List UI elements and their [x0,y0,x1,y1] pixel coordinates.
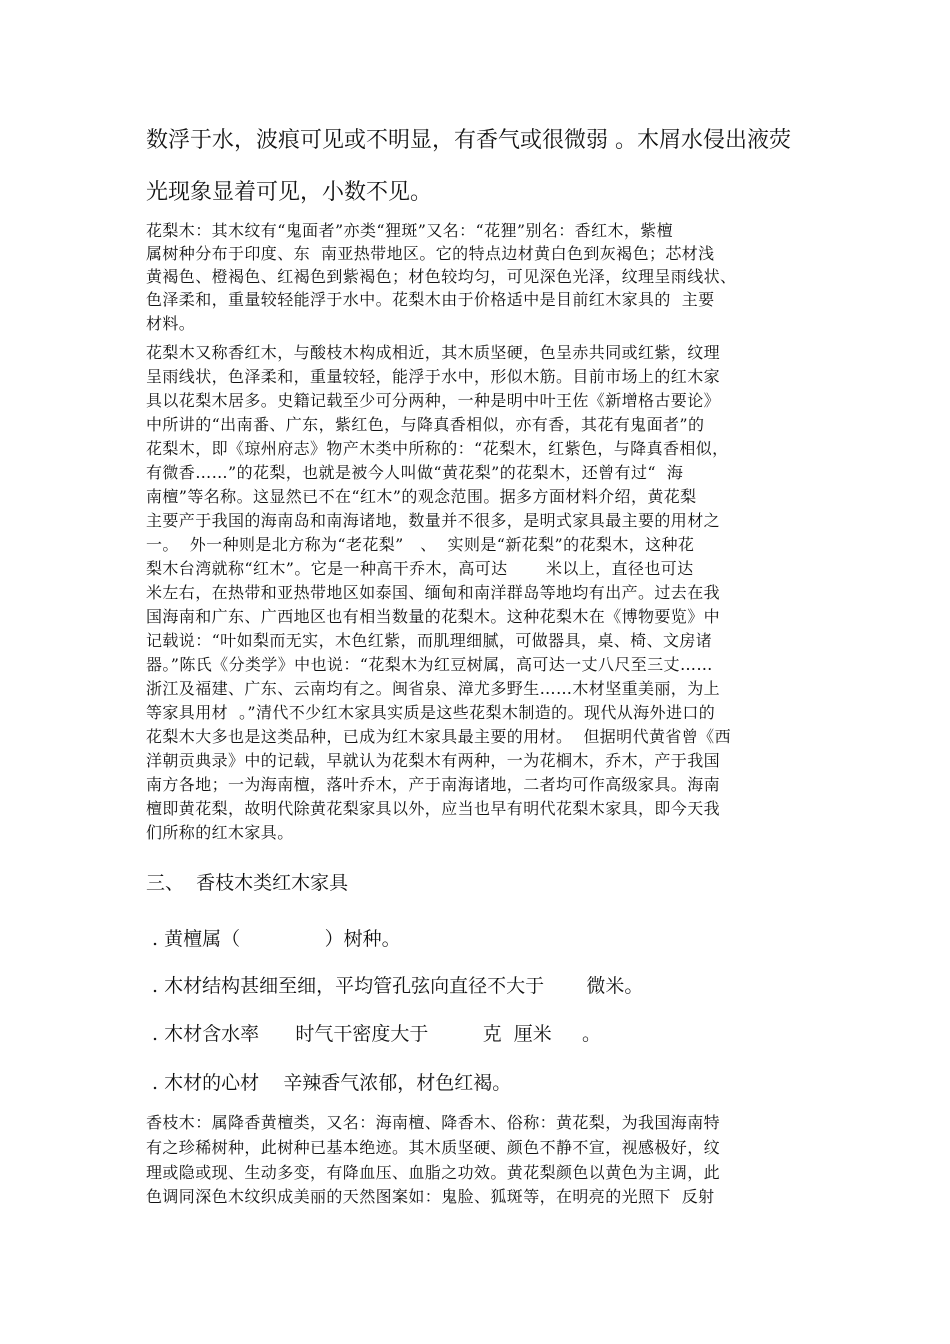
text-line: 香枝木：属降香黄檀类，又名：海南檀、降香木、俗称：黄花梨，为我国海南特 [146,1113,721,1132]
text-line: 国海南和广东、广西地区也有相当数量的花梨木。这种花梨木在《博物要览》中 [146,607,721,626]
text-line: 记载说：“叶如梨而无实，木色红紫，而肌理细腻，可做器具，桌、椅、文房诸 [146,631,713,650]
text-line: 主要产于我国的海南岛和南海诸地，数量并不很多，是明式家具最主要的用材之 [146,511,721,530]
text-line: 有之珍稀树种，此树种已基本绝迹。其木质坚硬、颜色不静不宣，视感极好，纹 [146,1138,721,1157]
text-line: 属树种分布于印度、东 南亚热带地区。它的特点边材黄白色到灰褐色；芯材浅 [146,244,715,263]
text-line: 们所称的红木家具。 [146,823,294,842]
text-line: 花梨木：其木纹有“鬼面者”亦类“狸斑”又名：“花狸”别名：香红木，紫檀 [146,221,674,240]
text-line: 器。”陈氏《分类学》中也说：“花梨木为红豆树属，高可达一丈八尺至三丈…… [146,655,713,674]
text-line: 洋朝贡典录》中的记载，早就认为花梨木有两种，一为花榈木，乔木，产于我国 [146,751,721,770]
intro-line-1: 数浮于水，波痕可见或不明显，有香气或很微弱 。木屑水侵出液荧 [146,128,791,153]
text-line: 黄褐色、橙褐色、红褐色到紫褐色；材色较均匀，可见深色光泽，纹理呈雨线状、 [146,267,737,286]
text-line: 檀即黄花梨，故明代除黄花梨家具以外，应当也早有明代花梨木家具，即今天我 [146,799,721,818]
list-item: . 木材含水率 时气干密度大于 克 厘米 。 [152,1023,601,1045]
text-line: 色泽柔和，重量较轻能浮于水中。花梨木由于价格适中是目前红木家具的 主要 [146,290,715,309]
text-line: 花梨木，即《琼州府志》物产木类中所称的：“花梨木，红紫色，与降真香相似， [146,439,729,458]
text-line: 呈雨线状，色泽柔和，重量较轻，能浮于水中，形似木筋。目前市场上的红木家 [146,367,721,386]
text-line: 具以花梨木居多。史籍记载至少可分两种，一种是明中叶王佐《新增格古要论》 [146,391,721,410]
text-line: 中所讲的“出南番、广东，紫红色，与降真香相似，亦有香，其花有鬼面者”的 [146,415,705,434]
text-line: 南方各地；一为海南檀，落叶乔木，产于南海诸地，二者均可作高级家具。海南 [146,775,721,794]
text-line: 梨木台湾就称“红木”。它是一种高干乔木，高可达 米以上，直径也可达 [146,559,694,578]
text-line: 材料。 [146,314,196,333]
text-line: 米左右，在热带和亚热带地区如泰国、缅甸和南洋群岛等地均有出产。过去在我 [146,583,721,602]
text-line: 一。 外一种则是北方称为“老花梨” 、 实则是“新花梨”的花梨木，这种花 [146,535,695,554]
section-heading: 三、 香枝木类红木家具 [146,872,349,894]
text-line: 南檀”等名称。这显然已不在“红木”的观念范围。据多方面材料介绍，黄花梨 [146,487,697,506]
text-line: 理或隐或现、生动多变，有降血压、血脂之功效。黄花梨颜色以黄色为主调，此 [146,1163,721,1182]
list-item: . 木材的心材 辛辣香气浓郁，材色红褐。 [152,1072,512,1094]
intro-line-2: 光现象显着可见，小数不见。 [146,180,433,205]
text-line: 等家具用材 。”清代不少红木家具实质是这些花梨木制造的。现代从海外进口的 [146,703,716,722]
text-line: 花梨木大多也是这类品种，已成为红木家具最主要的用材。 但据明代黄省曾《西 [146,727,731,746]
text-line: 有微香……”的花梨，也就是被今人叫做“黄花梨”的花梨木，还曾有过“ 海 [146,463,684,482]
text-line: 花梨木又称香红木，与酸枝木构成相近，其木质坚硬，色呈赤共同或红紫，纹理 [146,343,721,362]
text-line: 色调同深色木纹织成美丽的天然图案如：鬼脸、狐斑等，在明亮的光照下 反射 [146,1187,715,1206]
list-item: . 木材结构甚细至细，平均管孔弦向直径不大于 微米。 [152,975,644,997]
list-item: . 黄檀属（ ）树种。 [152,928,401,950]
text-line: 浙江及福建、广东、云南均有之。闽省泉、漳尤多野生……木材坚重美丽，为上 [146,679,721,698]
